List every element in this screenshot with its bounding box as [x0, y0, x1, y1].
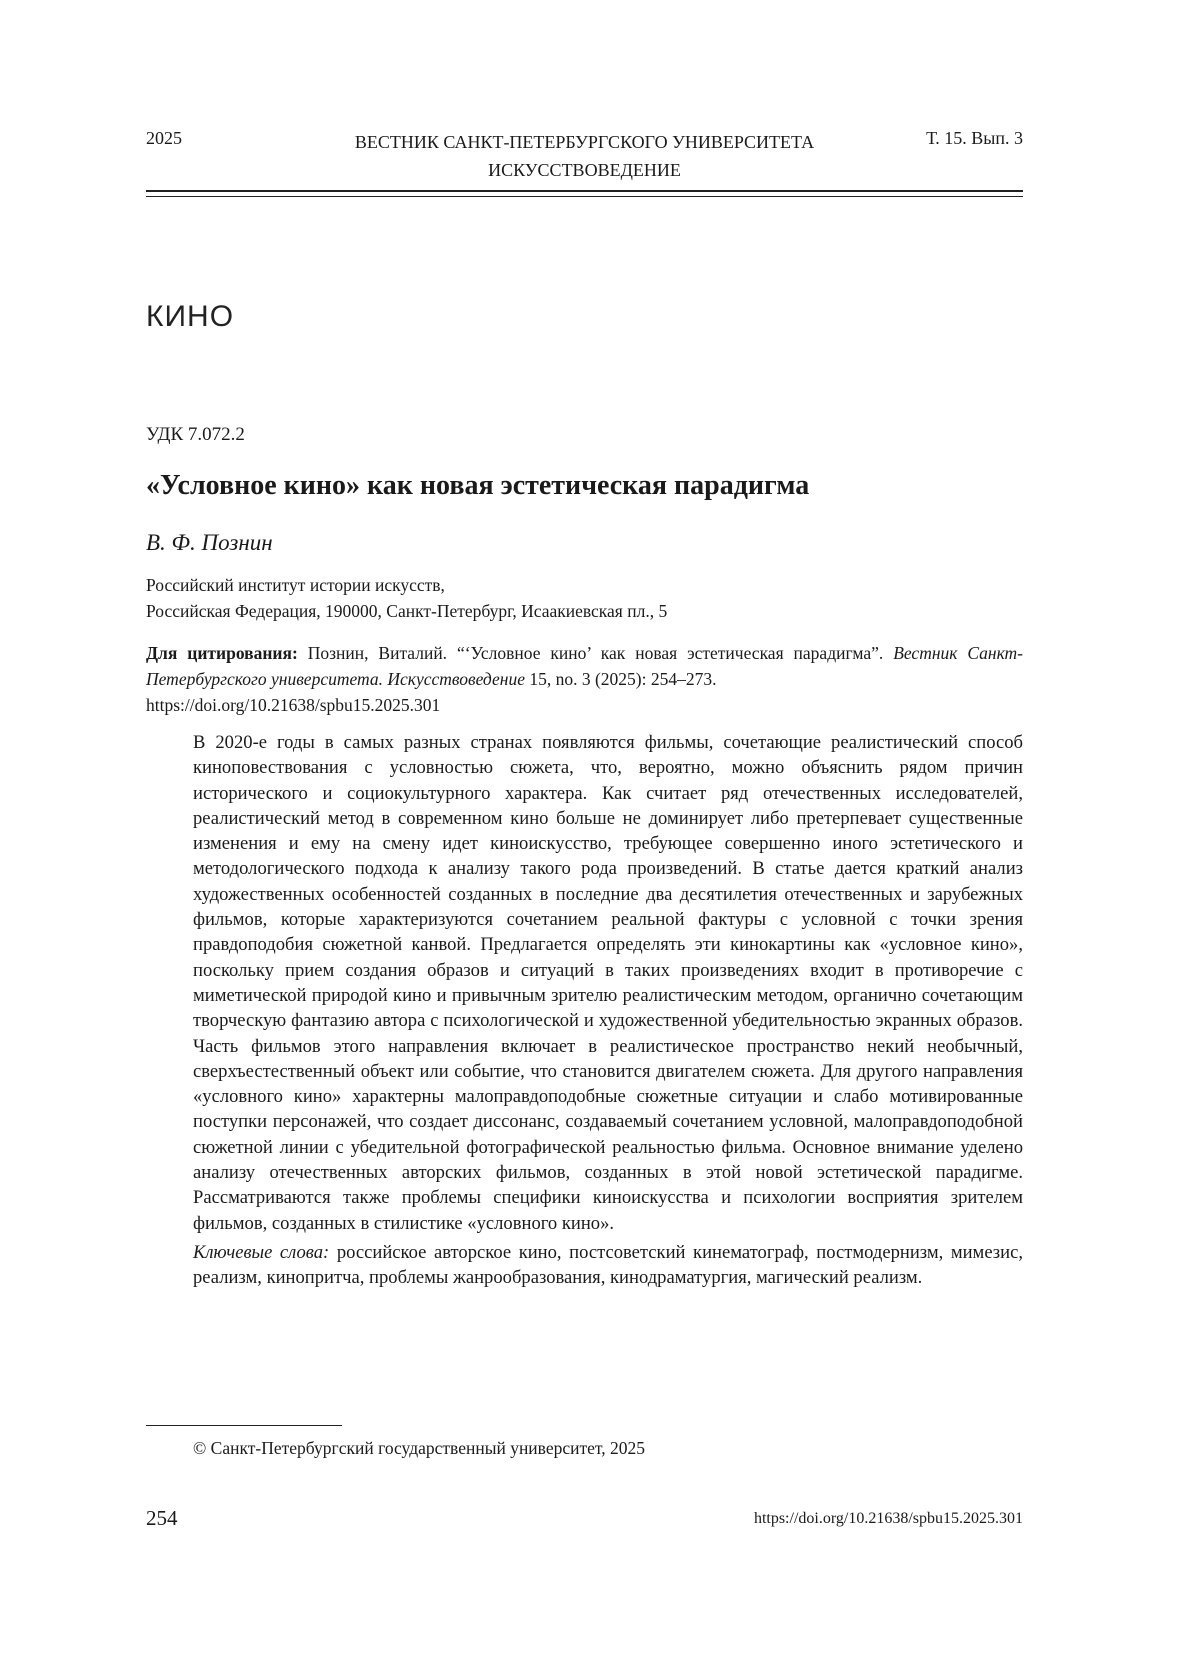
- header-rule-thin: [146, 196, 1023, 197]
- keywords: [193, 1240, 1023, 1291]
- udk-code: УДК 7.072.2: [146, 424, 245, 445]
- footnote-rule: [146, 1425, 342, 1426]
- footer-doi-link[interactable]: https://doi.org/10.21638/spbu15.2025.301: [753, 1510, 1023, 1527]
- citation-text: Познин, Виталий. “‘Условное кино’ как новая эстетическая парадигма”.: [307, 643, 884, 663]
- citation-label: Для цитирования:: [146, 643, 298, 663]
- author-affiliation: [146, 572, 667, 624]
- citation-block: [146, 640, 1023, 718]
- citation-journal: Вестник Санкт-Петербургского университета. Искусствоведение: [146, 643, 1024, 689]
- article-author: В. Ф. Познин: [146, 530, 273, 555]
- copyright-note: © Санкт-Петербургский государственный университет, 2025: [193, 1438, 645, 1458]
- keywords-text: российское авторское кино, постсоветский кинематограф, постмодернизм, мимезис, реализм, кинопритча, проблемы жанрообразования, кинодраматургия, магический реализм.: [193, 1241, 1023, 1289]
- header-journal-title: [146, 128, 1023, 184]
- running-head: [146, 128, 1023, 188]
- header-rule-thick: [146, 190, 1023, 192]
- affiliation-line1: Российский институт истории искусств,: [146, 575, 445, 595]
- citation-doi-link[interactable]: https://doi.org/10.21638/spbu15.2025.301: [146, 695, 441, 715]
- keywords-label: Ключевые слова:: [193, 1241, 330, 1263]
- section-heading: КИНО: [146, 300, 235, 333]
- article-title: «Условное кино» как новая эстетическая парадигма: [146, 470, 810, 501]
- affiliation-line2: Российская Федерация, 190000, Санкт-Петербург, Исаакиевская пл., 5: [146, 601, 668, 621]
- page-number: 254: [146, 1506, 178, 1530]
- header-volume: Т. 15. Вып. 3: [926, 128, 1023, 148]
- citation-issue: 15, no. 3 (2025): 254–273.: [529, 669, 717, 689]
- abstract-text: В 2020-е годы в самых разных странах появляются фильмы, сочетающие реалистический способ киноповествования с условностью сюжета, что, вероятно, можно объяснить рядом причин исторического и социокультурного характера. Как считает ряд отечественных исследователей, реалистический метод в современном кино больше не доминирует либо претерпевает существенные изменения и ему на смену идет киноискусство, требующее совершенно иного эстетического и методологического подхода к анализу такого рода произведений. В статье дается краткий анализ художественных особенностей созданных в последние два десятилетия отечественных и зарубежных фильмов, которые характеризуются сочетанием реальной фактуры с условной с точки зрения правдоподобия сюжетной канвой. Предлагается определять эти кинокартины как «условное кино», поскольку прием создания образов и ситуаций в таких произведениях входит в противоречие с миметической природой кино и привычным зрителю реалистическим методом, органично сочетающим творческую фантазию автора с психологической и художественной убедительностью экранных образов. Часть фильмов этого направления включает в реалистическое пространство некий необычный, сверхъестественный объект или событие, что становится двигателем сюжета. Для другого направления «условного кино» характерны малоправдоподобные сюжетные ситуации и слабо мотивированные поступки персонажей, что создает диссонанс, создаваемый сочетанием условной, малоправдоподобной сюжетной линии с убедительной фотографической реальностью фильма. Основное внимание уделено анализу отечественных авторских фильмов, созданных в этой новой эстетической парадигме. Рассматриваются также проблемы специфики киноискусства и психологии восприятия зрителем фильмов, созданных в стилистике «условного кино».: [193, 732, 1023, 1234]
- header-journal-line2: ИСКУССТВОВЕДЕНИЕ: [488, 160, 681, 180]
- header-year: 2025: [146, 128, 182, 148]
- abstract-block: [193, 730, 1023, 1291]
- header-journal-line1: ВЕСТНИК САНКТ-ПЕТЕРБУРГСКОГО УНИВЕРСИТЕТА: [354, 132, 815, 152]
